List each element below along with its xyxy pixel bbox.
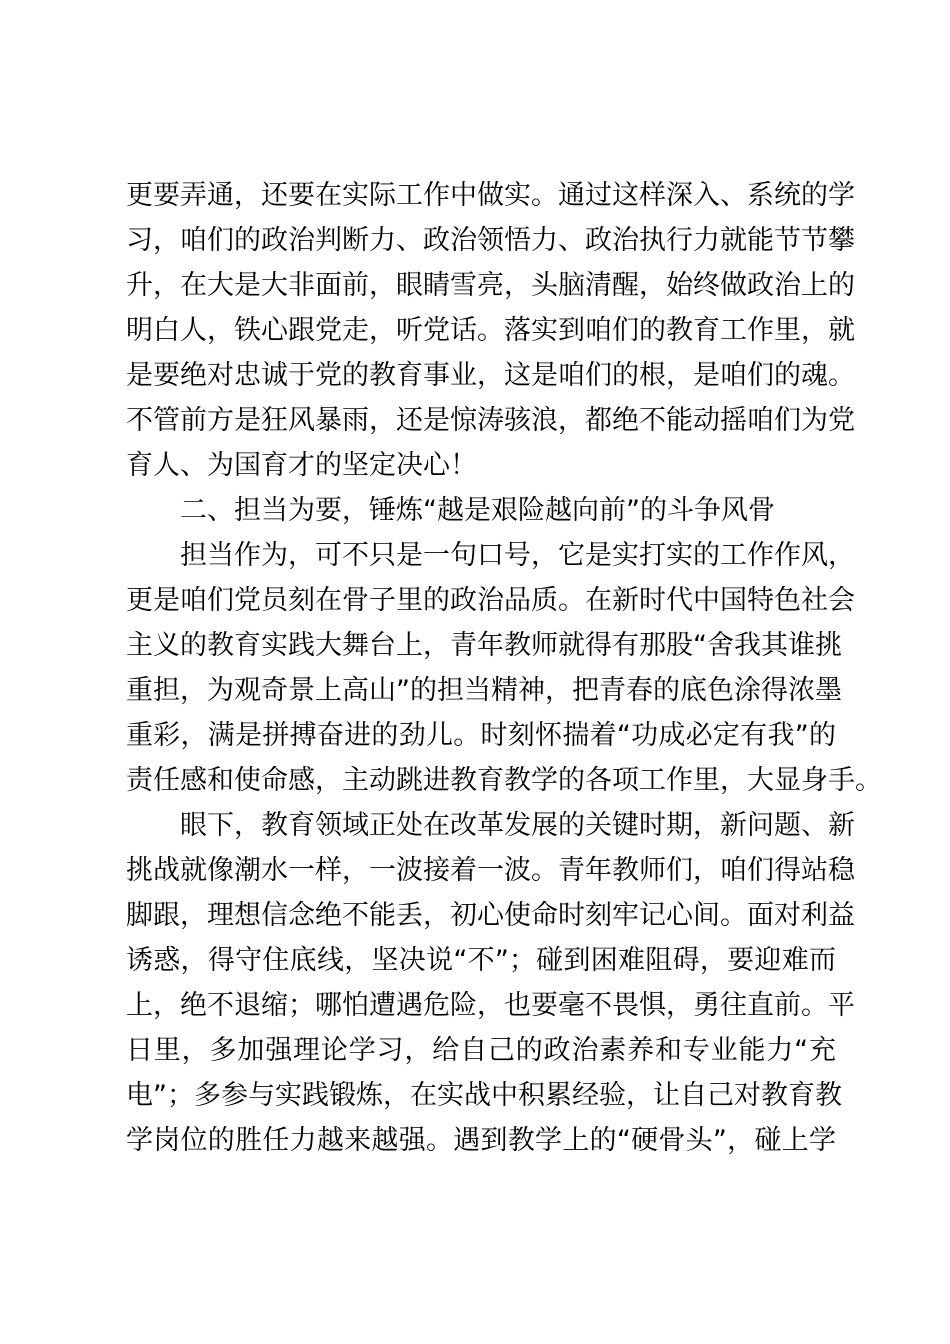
body-text-line: 电”；多参与实践锻炼，在实战中积累经验，让自己对教育教 bbox=[126, 1080, 842, 1111]
body-text-line: 重担，为观奇景上高山”的担当精神，把青春的底色涂得浓墨 bbox=[126, 675, 842, 706]
body-text-line: 挑战就像潮水一样，一波接着一波。青年教师们，咱们得站稳 bbox=[126, 855, 855, 886]
body-text-line: 习，咱们的政治判断力、政治领悟力、政治执行力就能节节攀 bbox=[126, 225, 855, 256]
body-text-line: 不管前方是狂风暴雨，还是惊涛骇浪，都绝不能动摇咱们为党 bbox=[126, 405, 855, 436]
body-text-line: 诱惑，得守住底线，坚决说“不”；碰到困难阻碍，要迎难而 bbox=[126, 945, 836, 976]
body-text-line: 更是咱们党员刻在骨子里的政治品质。在新时代中国特色社会 bbox=[126, 585, 855, 616]
body-text-line: 是要绝对忠诚于党的教育事业，这是咱们的根，是咱们的魂。 bbox=[126, 360, 855, 391]
body-text-line: 主义的教育实践大舞台上，青年教师就得有那股“舍我其谁挑 bbox=[126, 630, 842, 661]
body-text-line: 脚跟，理想信念绝不能丢，初心使命时刻牢记心间。面对利益 bbox=[126, 900, 855, 931]
body-text-line: 更要弄通，还要在实际工作中做实。通过这样深入、系统的学 bbox=[126, 180, 855, 211]
body-text-line: 升，在大是大非面前，眼睛雪亮，头脑清醒，始终做政治上的 bbox=[126, 270, 855, 301]
body-text-line: 责任感和使命感，主动跳进教育教学的各项工作里，大显身手。 bbox=[126, 765, 882, 796]
body-text-line: 学岗位的胜任力越来越强。遇到教学上的“硬骨头”，碰上学 bbox=[126, 1125, 836, 1156]
body-text-line: 上，绝不退缩；哪怕遭遇危险，也要毫不畏惧，勇往直前。平 bbox=[126, 990, 855, 1021]
body-text-line: 日里，多加强理论学习，给自己的政治素养和专业能力“充 bbox=[126, 1035, 836, 1066]
body-text-line: 育人、为国育才的坚定决心！ bbox=[126, 450, 477, 481]
paragraph-first-line: 担当作为，可不只是一句口号，它是实打实的工作作风， bbox=[180, 540, 855, 571]
body-text-line: 明白人，铁心跟党走，听党话。落实到咱们的教育工作里，就 bbox=[126, 315, 855, 346]
section-heading: 二、担当为要，锤炼“越是艰险越向前”的斗争风骨 bbox=[180, 495, 775, 526]
paragraph-first-line: 眼下，教育领域正处在改革发展的关键时期，新问题、新 bbox=[180, 810, 855, 841]
body-text-line: 重彩，满是拼搏奋进的劲儿。时刻怀揣着“功成必定有我”的 bbox=[126, 720, 836, 751]
